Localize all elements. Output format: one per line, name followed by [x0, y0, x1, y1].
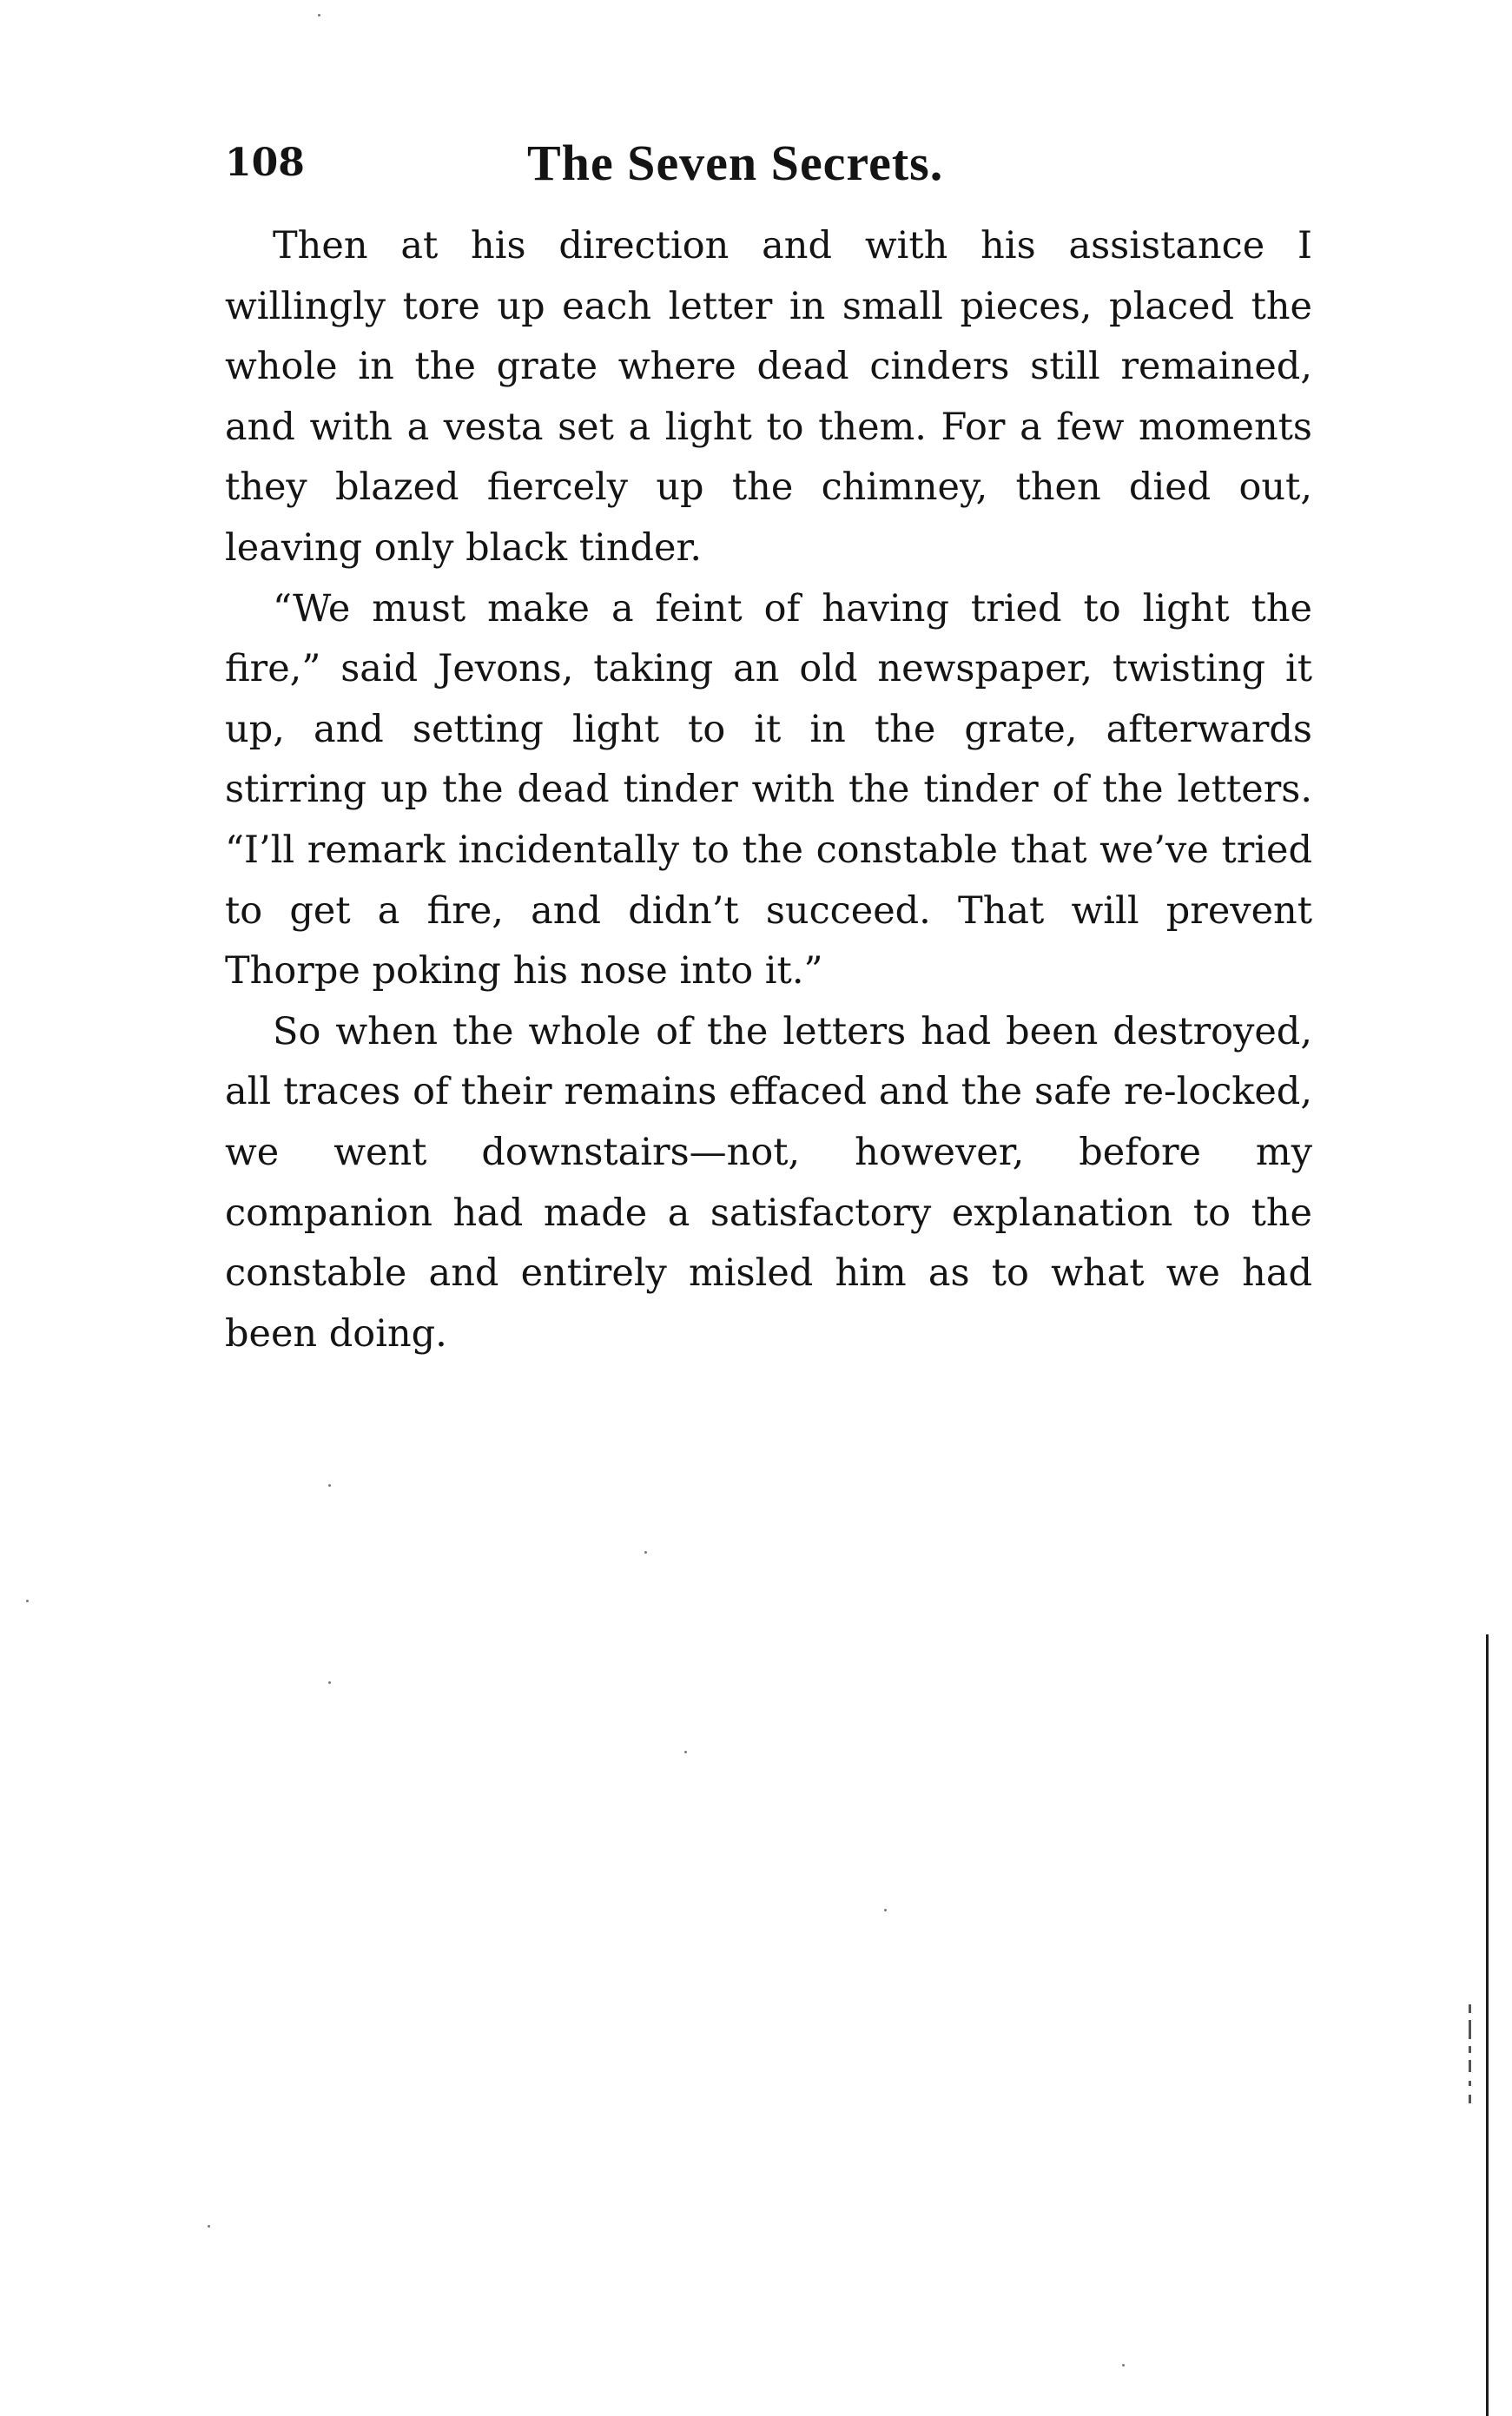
- paper-speck: [1122, 2364, 1125, 2366]
- paper-speck: [884, 1909, 887, 1911]
- page-edge-rule: [1486, 1634, 1489, 2416]
- paragraph-3: So when the whole of the letters had been destroyed, all traces of their remains effaced and the safe re-locked, we went downstairs—not, however, before my companion had made a satisfactory explanation to the constable and entirely misled him as to what we had been doing.: [225, 1009, 1312, 1356]
- paper-speck: [328, 1681, 331, 1684]
- running-title: The Seven Secrets.: [527, 135, 944, 191]
- page-number: 108: [225, 141, 305, 185]
- paragraph-2: “We must make a feint of having tried to light the fire,” said Jevons, taking an old newspaper, twisting it up, and setting light to it in the grate, afterwards stirring up the dead tinder with the tinder of the letters. “I’ll remark incidentally to the constable that we’ve tried to get a fire, and didn’t succeed. That will prevent Thorpe poking his nose into it.”: [225, 586, 1312, 993]
- margin-marks: [1464, 2004, 1476, 2109]
- paper-speck: [26, 1600, 29, 1602]
- page-header: [225, 129, 1319, 198]
- paper-speck: [318, 14, 320, 17]
- paper-speck: [208, 2225, 210, 2228]
- paper-speck: [328, 1484, 331, 1487]
- paragraph-1: Then at his direction and with his assistance I willingly tore up each letter in small pieces, placed the whole in the grate where dead cinders still remained, and with a vesta set a light to them. For a few moments they blazed fiercely up the chimney, then died out, leaving only black tinder.: [225, 224, 1312, 570]
- body-text: [225, 216, 1312, 1364]
- paper-speck: [644, 1551, 647, 1554]
- paper-speck: [684, 1751, 687, 1753]
